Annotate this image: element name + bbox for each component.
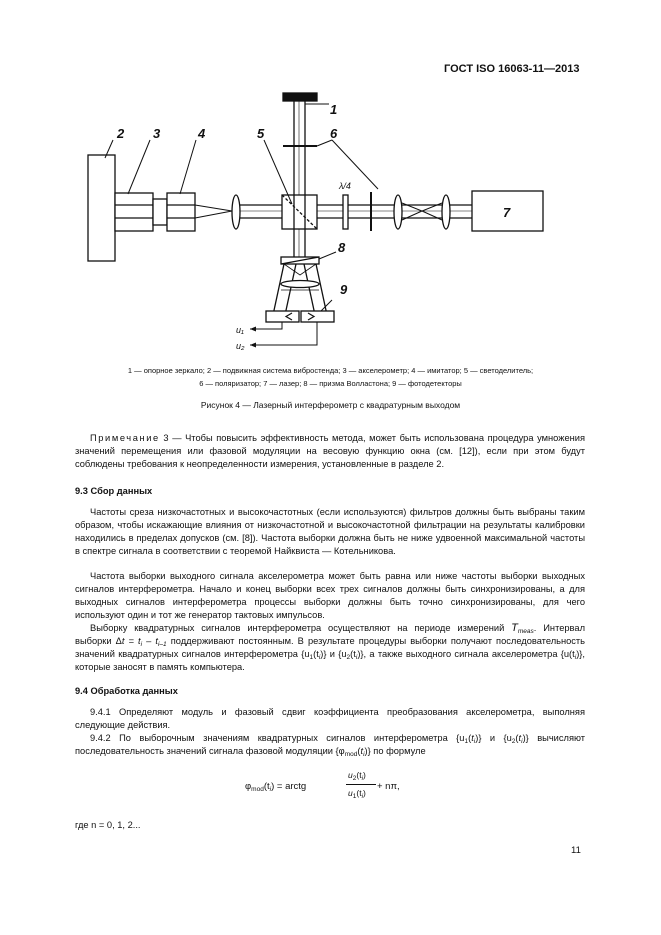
callout-6: 6 xyxy=(330,126,338,141)
quarter-wave-plate xyxy=(343,195,348,229)
lambda-label: λ/4 xyxy=(339,181,351,191)
section-9-3-p1: Частоты среза низкочастотных и высокочастотных (если используются) фильтров должны быть выбраны таким образом, чтобы искажающие влияния от низкочастотной и высокочастотной фильтрации на результаты калибровки находились в пределах допусков (см. [8]). Частота выборки должна быть не ниже удвоенной максимальной частоты в спектре сигнала в соответствии с теоремой Найквиста — Котельникова. xyxy=(75,507,585,556)
output-u2: u₂ xyxy=(236,341,245,351)
standard-header: ГОСТ ISO 16063-11—2013 xyxy=(444,63,580,75)
note-label: Примечание xyxy=(90,433,160,443)
callout-5: 5 xyxy=(257,126,265,141)
section-9-4-p1: 9.4.1 Определяют модуль и фазовый сдвиг коэффициента преобразования акселерометра, выполняя следующие действия. xyxy=(75,707,585,730)
simulator xyxy=(167,193,195,231)
where-clause: где n = 0, 1, 2... xyxy=(75,820,141,830)
legend-line-2: 6 — поляризатор; 7 — лазер; 8 — призма Волластона; 9 — фотодетекторы xyxy=(199,379,462,388)
section-9-3-p2: Частота выборки выходного сигнала акселерометра может быть равна или ниже частоты выборки выходных сигналов интерферометра. Начало и конец выборки всех трех сигналов должны быть синхронизированы, а для выходных сигналов интерферометра процессы выборки должны быть точно синхронизированы, для чего используют один и тот же генератор тактовых импульсов. xyxy=(75,571,585,620)
section-9-4-heading: 9.4 Обработка данных xyxy=(75,686,178,696)
callout-7: 7 xyxy=(503,205,511,220)
section-9-4-p2: 9.4.2 По выборочным значениям квадратурных сигналов интерферометра $\{u_1(t_i)\}$ и $\{u_2(t_i)\}$ вычисляют последовательность значений сигнала фазовой модуляции $\{\varphi_{mod}(t_i)\}$ по формуле xyxy=(75,733,586,758)
note-number: 3 xyxy=(163,433,169,443)
legend-line-1: 1 — опорное зеркало; 2 — подвижная система вибростенда; 3 — акселерометр; 4 — имитатор; 5 — светоделитель; xyxy=(127,366,534,375)
vibration-table xyxy=(88,155,115,261)
accelerometer xyxy=(115,193,153,231)
callout-3: 3 xyxy=(153,126,161,141)
photodetector-1 xyxy=(266,311,299,322)
interferometer-diagram xyxy=(0,0,661,360)
callout-2: 2 xyxy=(117,126,125,141)
callout-9: 9 xyxy=(340,282,348,297)
output-u1: u₁ xyxy=(236,325,244,335)
figure-caption: Рисунок 4 — Лазерный интерферометр с квадратурным выходом xyxy=(200,400,461,410)
page-number: 11 xyxy=(571,845,581,856)
photodetector-2 xyxy=(301,311,334,322)
callout-8: 8 xyxy=(338,240,346,255)
callout-4: 4 xyxy=(198,126,206,141)
section-9-3-p3: Выборку квадратурных сигналов интерферометра осуществляют на периоде измерений $T_{meas}$. Интервал выборки $\Delta t = t_i - t_{i-1}$ поддерживают постоянным. В результате процедуры выборки получают последовательность значений квадратурных сигналов интерферометра $\{u_1(t_i)\}$ и $\{u_2(t_i)\}$, а также выходного сигнала акселерометра $\{u(t_i)\}$, которые заносят в память компьютера. xyxy=(75,622,586,672)
note-paragraph xyxy=(75,432,585,471)
reference-mirror xyxy=(283,93,317,101)
figure-legend xyxy=(60,364,601,390)
section-9-3-heading: 9.3 Сбор данных xyxy=(75,486,153,496)
callout-1: 1 xyxy=(330,102,338,117)
note-text: — Чтобы повысить эффективность метода, может быть использована процедура умножения значений перемещения или фазовой модуляции на весовую функцию окна (см. [12]), если при этом будут соблюдены требования к неопределенности измерения, установленные в разделе 2. xyxy=(75,433,585,469)
phase-formula: $\varphi_{mod}(t_i)$ = arctg $u_2(t_i)$ $u_1(t_i)$ + nπ, xyxy=(245,770,400,800)
